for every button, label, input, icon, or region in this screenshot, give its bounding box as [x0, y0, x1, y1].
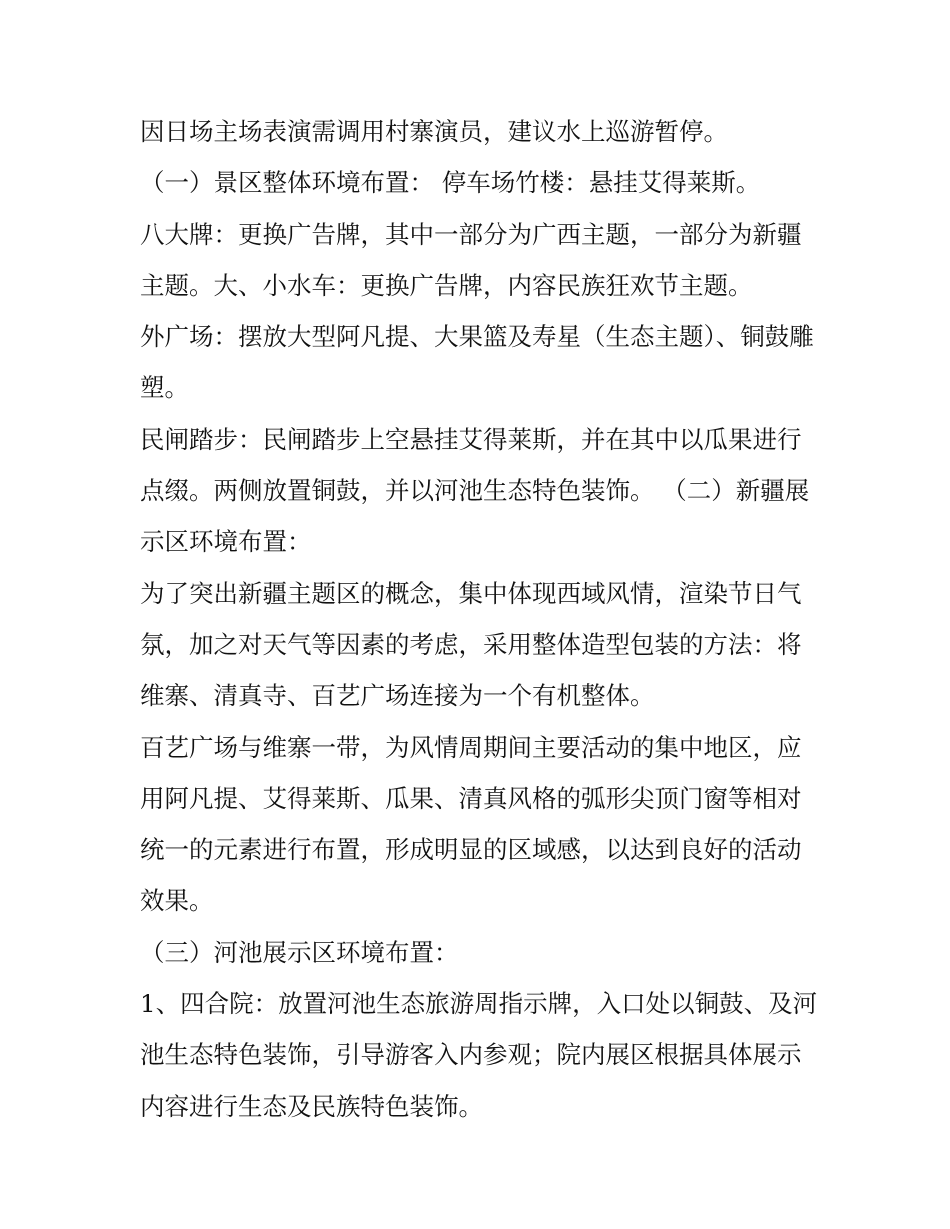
paragraph-9: 1、四合院：放置河池生态旅游周指示牌，入口处以铜鼓、及河池生态特色装饰，引导游客入内参观；院内展区根据具体展示内容进行生态及民族特色装饰。	[140, 989, 818, 1121]
paragraph-8: （三）河池展示区环境布置：	[140, 937, 459, 967]
paragraph-3: 八大牌：更换广告牌，其中一部分为广西主题，一部分为新疆主题。大、小水车：更换广告牌，内容民族狂欢节主题。	[140, 219, 802, 300]
paragraph-5: 民闸踏步：民闸踏步上空悬挂艾得莱斯，并在其中以瓜果进行点缀。两侧放置铜鼓，并以河池生态特色装饰。 （二）新疆展示区环境布置：	[140, 424, 810, 557]
document-body	[140, 106, 820, 1132]
paragraph-4: 外广场：摆放大型阿凡提、大果篮及寿星（生态主题）、铜鼓雕塑。	[140, 322, 814, 403]
paragraph-2: （一）景区整体环境布置： 停车场竹楼：悬挂艾得莱斯。	[140, 168, 761, 198]
paragraph-1: 因日场主场表演需调用村寨演员，建议水上巡游暂停。	[140, 117, 728, 146]
paragraph-6: 为了突出新疆主题区的概念，集中体现西域风情，渲染节日气氛，加之对天气等因素的考虑，采用整体造型包装的方法：将维寨、清真寺、百艺广场连接为一个有机整体。	[140, 578, 802, 711]
paragraph-7: 百艺广场与维寨一带，为风情周期间主要活动的集中地区，应用阿凡提、艾得莱斯、瓜果、清真风格的弧形尖顶门窗等相对统一的元素进行布置，形成明显的区域感，以达到良好的活动效果。	[140, 732, 802, 916]
